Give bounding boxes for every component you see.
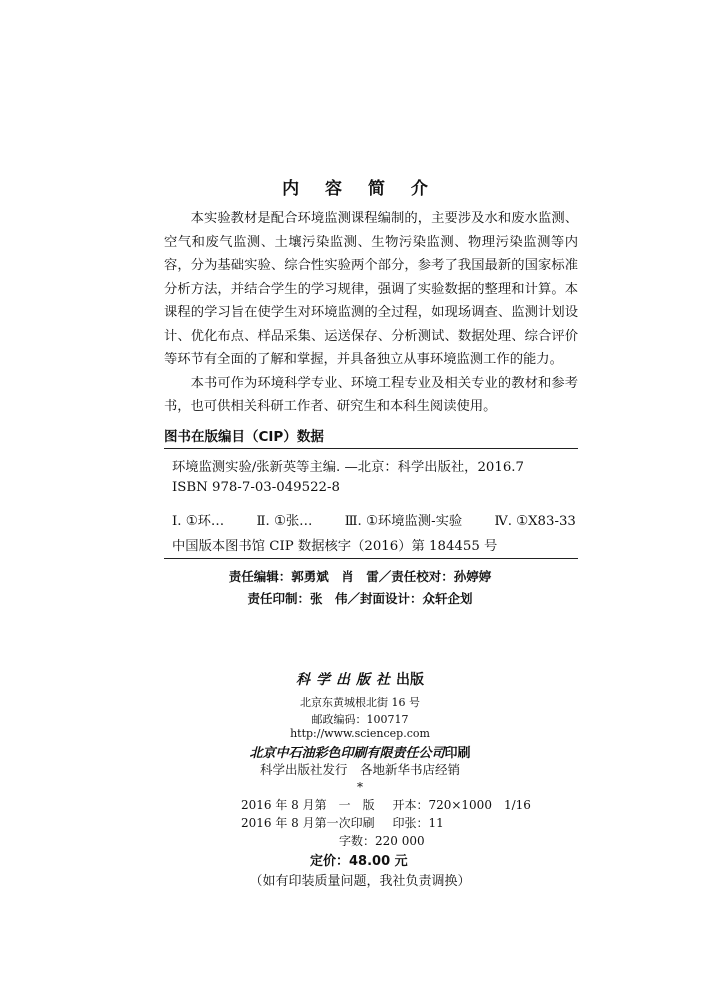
publisher-address: 北京东黄城根北街 16 号 <box>300 696 420 709</box>
cip-title: 图书在版编目（CIP）数据 <box>164 429 324 445</box>
publisher-logotype: 科学出版社 <box>296 672 396 688</box>
cip-class-3: Ⅲ. ①环境监测-实验 <box>344 514 463 529</box>
cip-class-1: Ⅰ. ①环… <box>172 514 225 529</box>
cip-top-rule <box>164 448 578 449</box>
credits-production: 责任印制：张 伟／封面设计：众轩企划 <box>247 591 473 606</box>
printer-suffix: 印刷 <box>444 746 471 761</box>
price: 定价：48.00 元 <box>310 854 408 869</box>
quality-notice: （如有印装质量问题，我社负责调换） <box>249 874 471 889</box>
book-format: 开本：720×1000 1/16 <box>392 798 531 812</box>
distribution-line: 科学出版社发行 各地新华书店经销 <box>259 762 460 777</box>
cip-bottom-rule <box>164 558 578 559</box>
cip-classification <box>172 510 576 529</box>
first-edition: 2016 年 8 月第 一 版 <box>241 798 375 812</box>
printed-sheets: 印张：11 <box>392 816 444 830</box>
cip-class-2: Ⅱ. ①张… <box>256 514 313 529</box>
intro-paragraph-2: 本书可作为环境科学专业、环境工程专业及相关专业的教材和参考书，也可供相关科研工作者、研究生和本科生阅读使用。 <box>164 375 578 414</box>
cip-catalog-line: 环境监测实验/张新英等主编. —北京：科学出版社，2016.7 <box>172 460 524 475</box>
book-introduction <box>164 207 578 419</box>
publisher-suffix: 出版 <box>396 672 424 688</box>
credits-editors: 责任编辑：郭勇斌 肖 雷／责任校对：孙婷婷 <box>228 569 492 584</box>
publisher-postcode: 邮政编码：100717 <box>311 713 409 726</box>
intro-paragraph-1: 本实验教材是配合环境监测课程编制的，主要涉及水和废水监测、空气和废气监测、土壤污染监测、生物污染监测、物理污染监测等内容，分为基础实验、综合性实验两个部分，参考了我国最新的国家标准分析方法，并结合学生的学习规律，强调了实验数据的整理和计算。本课程的学习旨在使学生对环境监测的全过程，如现场调查、监测计划设计、优化布点、样品采集、运送保存、分析测试、数据处理、综合评价等环节有全面的了解和掌握，并具备独立从事环境监测工作的能力。 <box>164 211 578 367</box>
separator-star: * <box>357 780 363 794</box>
cip-class-4: Ⅳ. ①X83-33 <box>494 514 576 529</box>
cip-isbn: ISBN 978-7-03-049522-8 <box>172 480 340 495</box>
cip-number: 中国版本图书馆 CIP 数据核字（2016）第 184455 号 <box>172 539 498 554</box>
word-count: 字数：220 000 <box>339 834 425 848</box>
publisher-line <box>0 669 720 689</box>
first-printing: 2016 年 8 月第一次印刷 <box>241 816 375 830</box>
publisher-website: http://www.sciencep.com <box>290 727 430 740</box>
printer-line <box>0 742 720 761</box>
printing-line <box>241 814 444 831</box>
printer-name: 北京中石油彩色印刷有限责任公司 <box>249 746 445 761</box>
edition-line <box>241 796 531 813</box>
section-heading: 内 容 简 介 <box>282 179 438 199</box>
